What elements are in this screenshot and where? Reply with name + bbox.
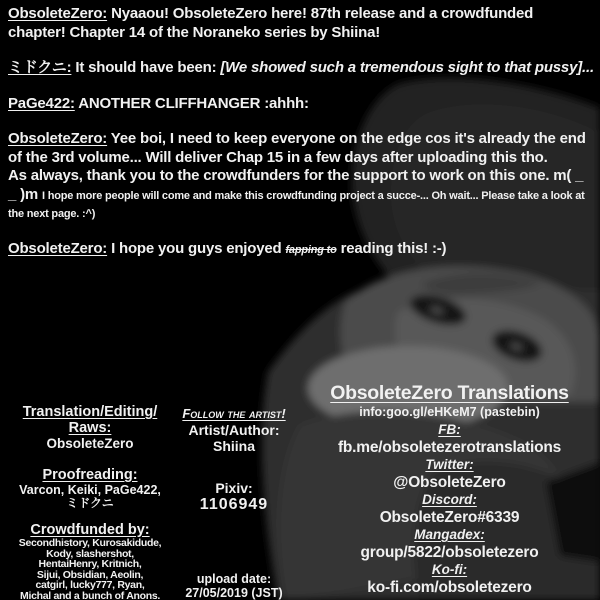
spacer xyxy=(4,452,176,467)
facebook-link[interactable]: fb.me/obsoletezerotranslations xyxy=(337,438,562,456)
note-text: As always, thank you to the crowdfunders for the support to work on this one. m( _ _ )m xyxy=(8,167,584,203)
note-text: Yee boi, I need to keep everyone on the edge cos it's already the end of the 3rd volume... Will deliver Chap 15 in a few days after uploading this tho. xyxy=(8,130,586,166)
note-paragraph-5 xyxy=(8,240,594,260)
link-row-discord xyxy=(303,491,596,526)
note-paragraph-1 xyxy=(8,5,594,42)
note-text: Nyaaou! ObsoleteZero here! 87th release and a crowdfunded chapter! Chapter 14 of the Noraneko series by Shiina! xyxy=(8,5,534,41)
translation-heading-line1: Translation/Editing/ xyxy=(22,404,158,420)
pixiv-id-link[interactable]: 1106949 xyxy=(199,496,269,513)
note-text: I hope you guys enjoyed xyxy=(111,239,282,257)
note-small-text: I hope more people will come and make this crowdfunding project a succe-... Oh wait... Please take a look at the next page. :^) xyxy=(8,189,585,220)
upload-date-block xyxy=(168,572,300,600)
speaker-name: ObsoleteZero: xyxy=(8,5,108,22)
note-text: ANOTHER CLIFFHANGER :ahhh: xyxy=(78,94,309,112)
follow-artist-heading: Follow the artist! xyxy=(182,406,286,421)
twitter-label: Twitter: xyxy=(425,457,474,472)
note-paragraph-3 xyxy=(8,95,594,114)
mangadex-label: Mangadex: xyxy=(414,527,485,542)
mangadex-link[interactable]: group/5822/obsoletezero xyxy=(360,543,539,561)
spacer xyxy=(4,510,176,522)
crowdfunder-names-line: Michal and a bunch of Anons. xyxy=(20,589,160,600)
group-info-link[interactable]: info:goo.gl/eHKeM7 (pastebin) xyxy=(359,405,540,419)
crowdfunder-names-line: catgirl, lucky777, Ryan, xyxy=(35,579,145,592)
translator-name: ObsoleteZero xyxy=(46,436,134,451)
staff-credits-column xyxy=(4,404,176,600)
crowdfunder-names-line: Sijui, Obsidian, Aeolin, xyxy=(36,568,144,581)
link-row-kofi xyxy=(303,561,596,596)
crowdfunder-names-line: Kody, slashershot, xyxy=(46,547,134,560)
discord-label: Discord: xyxy=(422,492,477,507)
note-paragraph-4 xyxy=(8,130,594,223)
facebook-label: FB: xyxy=(438,422,461,437)
note-text: It should have been: xyxy=(75,59,217,76)
proofreader-names: Varcon, Keiki, PaGe422, xyxy=(19,483,161,497)
artist-name: Shiina xyxy=(212,438,255,454)
pixiv-label: Pixiv: xyxy=(215,480,253,496)
note-paragraph-2 xyxy=(8,59,594,78)
note-text: reading this! :-) xyxy=(340,239,447,257)
speaker-name: ミドクニ: xyxy=(8,59,72,76)
crowdfunder-names-line: Secondhistory, Kurosakidude, xyxy=(18,537,162,549)
link-row-mangadex xyxy=(303,526,596,561)
note-strikethrough-text: fapping to xyxy=(285,243,337,256)
speaker-name: ObsoleteZero: xyxy=(8,130,108,147)
group-links-column xyxy=(303,383,596,596)
translation-heading-line2: Raws: xyxy=(68,420,112,436)
proofreading-section xyxy=(4,467,176,510)
speaker-name: PaGe422: xyxy=(8,94,75,112)
translator-notes xyxy=(8,5,594,276)
artist-column xyxy=(168,406,300,513)
link-row-twitter xyxy=(303,456,596,491)
upload-date-value: 27/05/2019 (JST) xyxy=(185,586,283,600)
discord-tag[interactable]: ObsoleteZero#6339 xyxy=(379,508,520,526)
artist-role-label: Artist/Author: xyxy=(188,422,280,438)
crowdfunder-names-line: HentaiHenry, Kritnich, xyxy=(38,558,142,571)
proofreading-heading: Proofreading: xyxy=(42,467,138,483)
kofi-label: Ko-fi: xyxy=(431,562,468,577)
note-quote: [We showed such a tremendous sight to that pussy]... xyxy=(220,59,594,76)
twitter-handle-link[interactable]: @ObsoleteZero xyxy=(393,473,506,491)
proofreader-names: ミドクニ xyxy=(66,496,114,510)
translation-credits-section xyxy=(4,404,176,452)
speaker-name: ObsoleteZero: xyxy=(8,239,108,257)
link-row-facebook xyxy=(303,421,596,456)
group-title: ObsoleteZero Translations xyxy=(330,382,569,404)
upload-date-label: upload date: xyxy=(196,572,272,586)
crowdfunded-heading: Crowdfunded by: xyxy=(30,522,150,538)
kofi-link[interactable]: ko-fi.com/obsoletezero xyxy=(367,578,532,596)
crowdfunders-section xyxy=(4,522,176,600)
